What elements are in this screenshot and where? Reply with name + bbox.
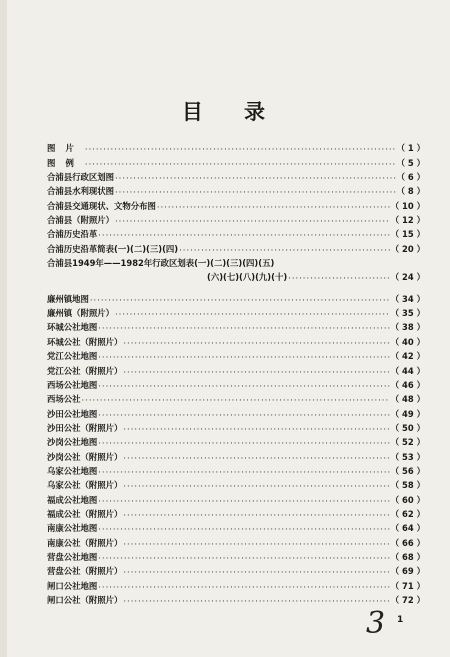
toc-entry-label: 环城公社（附照片） (47, 336, 123, 347)
toc-entry[interactable] (47, 333, 425, 347)
toc-entry[interactable] (47, 448, 425, 462)
page-number: 1 (397, 615, 404, 625)
toc-entry-label: 图例 (47, 157, 84, 168)
toc-entry[interactable] (47, 226, 425, 240)
page-title (0, 96, 450, 126)
toc-entry-label: 合浦县交通现状、文物分布图 (47, 200, 156, 211)
dot-leader (98, 230, 390, 240)
toc-continuation-label: (六)(七)(八)(九)(十) (207, 272, 288, 283)
toc-entry[interactable] (47, 506, 425, 520)
toc-entry-page: （ 69 ） (390, 566, 425, 577)
toc-entry-label: 乌家公社地图 (47, 465, 98, 476)
toc-entry[interactable] (47, 319, 425, 333)
dot-leader (179, 245, 390, 255)
dot-leader (115, 173, 396, 183)
toc-entry-page: （ 71 ） (390, 580, 425, 591)
toc-entry-label: 营盘公社地图 (47, 551, 98, 562)
dot-leader (123, 596, 389, 606)
dot-leader (123, 539, 389, 549)
toc-entry[interactable] (47, 434, 425, 448)
toc-entry-label: 沙田公社（附照片） (47, 422, 123, 433)
toc-entry-label: 党江公社（附照片） (47, 365, 123, 376)
dot-leader (123, 424, 389, 434)
toc-entry-page: （ 38 ） (390, 322, 425, 333)
toc-entry-page: （ 44 ） (390, 365, 425, 376)
toc-entry[interactable] (47, 377, 425, 391)
toc-entry-label: 党江公社地图 (47, 351, 98, 362)
toc-entry-label: 南康公社（附照片） (47, 537, 123, 548)
toc-entry-page: （ 34 ） (390, 293, 425, 304)
toc-entry-page: （ 50 ） (390, 422, 425, 433)
toc-entry-page: （ 40 ） (390, 336, 425, 347)
dot-leader (82, 395, 390, 405)
toc-entry-page: （ 20 ） (390, 243, 425, 254)
toc-entry[interactable] (47, 305, 425, 319)
toc-entry-page: （ 10 ） (390, 200, 425, 211)
toc-entry[interactable] (47, 140, 425, 154)
toc-entry[interactable] (47, 255, 425, 269)
table-of-contents (47, 140, 425, 606)
toc-entry-page: （ 60 ） (390, 494, 425, 505)
toc-entry-label: 合浦县（附照片） (47, 215, 114, 226)
toc-entry[interactable] (47, 154, 425, 168)
title-char-2: 录 (244, 100, 269, 124)
toc-entry-label: 合浦县1949年——1982年行政区划表(一)(二)(三)(四)(五) (47, 258, 275, 269)
toc-entry-page: （ 64 ） (390, 523, 425, 534)
toc-entry-page: （ 62 ） (390, 508, 425, 519)
toc-entry-label: 闸口公社（附照片） (47, 595, 123, 605)
dot-leader (123, 481, 389, 491)
dot-leader (157, 202, 390, 212)
toc-entry-page: （ 46 ） (390, 379, 425, 390)
toc-entry-page: （ 66 ） (390, 537, 425, 548)
toc-entry[interactable] (47, 405, 425, 419)
toc-entry-page: （ 35 ） (390, 308, 425, 319)
handwritten-mark: 3 (366, 606, 386, 641)
title-char-1: 目 (181, 100, 206, 124)
toc-entry-label: 廉州镇（附照片） (47, 308, 114, 319)
toc-entry-label: 合浦历史沿革简表(一)(二)(三)(四) (47, 243, 179, 254)
toc-entry-label: 合浦县水利现状图 (47, 186, 114, 197)
toc-entry[interactable] (47, 563, 425, 577)
dot-leader (123, 338, 389, 348)
dot-leader (115, 187, 396, 197)
dot-leader (98, 553, 390, 563)
dot-leader (98, 467, 390, 477)
dot-leader (98, 323, 390, 333)
toc-entry-page: （ 58 ） (390, 480, 425, 491)
toc-entry-label: 南康公社地图 (47, 523, 98, 534)
toc-entry-page: （ 56 ） (390, 465, 425, 476)
toc-entry-page: （ 6 ） (396, 172, 425, 183)
toc-entry-page: （ 53 ） (390, 451, 425, 462)
dot-leader (98, 582, 390, 592)
toc-entry-page: （ 5 ） (396, 157, 425, 168)
toc-entry-page: （ 1 ） (396, 143, 425, 154)
toc-entry-page: （ 72 ） (390, 595, 425, 605)
toc-entry-label: 合浦历史沿革 (47, 229, 98, 240)
toc-entry-page: （ 8 ） (396, 186, 425, 197)
toc-entry-label: 西场公社 (47, 394, 81, 405)
dot-leader (85, 159, 396, 169)
dot-leader (123, 453, 389, 463)
dot-leader (98, 381, 390, 391)
toc-entry-page: （ 12 ） (390, 215, 425, 226)
dot-leader (115, 216, 390, 226)
toc-entry[interactable] (47, 549, 425, 563)
dot-leader (288, 273, 390, 283)
dot-leader (98, 352, 390, 362)
dot-leader (123, 367, 389, 377)
toc-entry[interactable] (47, 212, 425, 226)
dot-leader (115, 309, 390, 319)
dot-leader (123, 567, 389, 577)
dot-leader (90, 295, 390, 305)
toc-entry-page: （ 15 ） (390, 229, 425, 240)
dot-leader (98, 496, 390, 506)
toc-entry-label: 环城公社地图 (47, 322, 98, 333)
toc-entry-label: 福成公社（附照片） (47, 508, 123, 519)
dot-leader (123, 510, 389, 520)
toc-entry-label: 沙岗公社（附照片） (47, 451, 123, 462)
toc-entry-page: （ 68 ） (390, 551, 425, 562)
toc-entry-label: 福成公社地图 (47, 494, 98, 505)
toc-entry[interactable] (47, 290, 425, 304)
toc-entry-page: （ 24 ） (390, 272, 425, 283)
toc-entry-label: 乌家公社（附照片） (47, 480, 123, 491)
toc-entry-page: （ 42 ） (390, 351, 425, 362)
toc-entry[interactable] (47, 477, 425, 491)
toc-entry[interactable] (47, 362, 425, 376)
toc-entry-page: （ 48 ） (390, 394, 425, 405)
toc-entry-continuation[interactable] (47, 269, 425, 283)
dot-leader (85, 144, 396, 154)
dot-leader (98, 410, 390, 420)
toc-entry-label: 营盘公社（附照片） (47, 566, 123, 577)
toc-entry[interactable] (47, 348, 425, 362)
toc-entry[interactable] (47, 183, 425, 197)
toc-entry[interactable] (47, 534, 425, 548)
dot-leader (98, 438, 390, 448)
toc-entry-label: 廉州镇地图 (47, 293, 89, 304)
toc-entry[interactable] (47, 520, 425, 534)
toc-entry-page: （ 49 ） (390, 408, 425, 419)
toc-entry-label: 图片 (47, 143, 84, 154)
toc-entry-label: 合浦县行政区划图 (47, 172, 114, 183)
toc-entry[interactable] (47, 197, 425, 211)
dot-leader (98, 524, 390, 534)
toc-entry-label: 沙岗公社地图 (47, 437, 98, 448)
toc-entry-label: 闸口公社地图 (47, 580, 98, 591)
toc-entry[interactable] (47, 420, 425, 434)
toc-entry-label: 沙田公社地图 (47, 408, 98, 419)
toc-entry[interactable] (47, 169, 425, 183)
toc-entry[interactable] (47, 391, 425, 405)
toc-entry[interactable] (47, 592, 425, 606)
toc-entry[interactable] (47, 463, 425, 477)
toc-entry-label: 西场公社地图 (47, 379, 98, 390)
toc-entry[interactable] (47, 577, 425, 591)
toc-entry-page: （ 52 ） (390, 437, 425, 448)
toc-entry[interactable] (47, 491, 425, 505)
toc-entry[interactable] (47, 240, 425, 254)
